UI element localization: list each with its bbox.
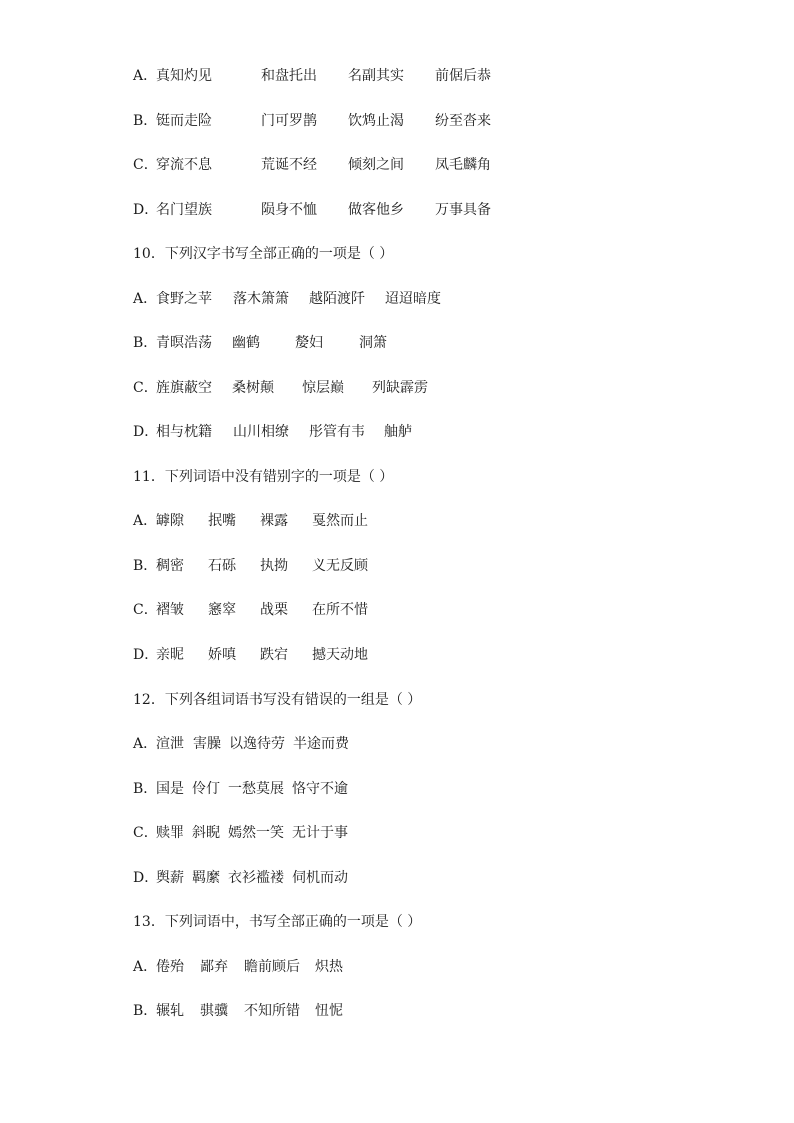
option-term: 万事具备 (435, 202, 491, 218)
option-line (133, 734, 349, 754)
option-term: 迢迢暗度 (385, 291, 441, 307)
option-term: 斜睨 (192, 825, 220, 841)
option-term: 羁縻 (192, 870, 220, 886)
option-term: 相与枕籍 (156, 424, 212, 440)
option-term: 撼天动地 (312, 647, 368, 663)
option-term: 石砾 (208, 558, 236, 574)
question-stem: 10．下列汉字书写全部正确的一项是（ ） (133, 246, 394, 262)
option-term: 舆薪 (156, 870, 184, 886)
option-line (133, 378, 428, 398)
option-term: 做客他乡 (348, 202, 404, 218)
option-term: 嫠妇 (295, 335, 323, 351)
option-term: 洞箫 (359, 335, 387, 351)
option-line (133, 333, 387, 353)
option-term: 山川相缭 (233, 424, 289, 440)
option-label: D． (133, 424, 159, 440)
option-line (133, 779, 348, 799)
option-term: 亲昵 (156, 647, 184, 663)
option-term: 一愁莫展 (228, 781, 284, 797)
option-term: 窸窣 (208, 602, 236, 618)
option-label: A． (133, 513, 158, 529)
question-stem: 13．下列词语中，书写全部正确的一项是（ ） (133, 914, 422, 930)
option-term: 名副其实 (348, 68, 404, 84)
option-line (133, 66, 491, 86)
option-line (133, 868, 348, 888)
option-term: 倾刻之间 (348, 157, 404, 173)
option-term: 忸怩 (315, 1003, 343, 1019)
option-line (133, 289, 441, 309)
option-term: 执拗 (260, 558, 288, 574)
question-stem: 12．下列各组词语书写没有错误的一组是（ ） (133, 692, 422, 708)
option-term: 幽鹤 (232, 335, 260, 351)
option-term: 倦殆 (156, 959, 184, 975)
option-term: 义无反顾 (312, 558, 368, 574)
option-label: A． (133, 68, 158, 84)
option-term: 不知所错 (244, 1003, 300, 1019)
question-stem: 11．下列词语中没有错别字的一项是（ ） (133, 469, 394, 485)
option-line (133, 511, 368, 531)
option-term: 桑树颠 (232, 380, 274, 396)
option-label: B． (133, 335, 158, 351)
option-label: A． (133, 291, 158, 307)
option-label: C． (133, 380, 158, 396)
option-line (133, 200, 491, 220)
option-label: D． (133, 870, 159, 886)
option-term: 陨身不恤 (261, 202, 317, 218)
option-term: 裸露 (260, 513, 288, 529)
option-term: 饮鸩止渴 (348, 113, 404, 129)
option-term: 恪守不逾 (292, 781, 348, 797)
option-term: 骐骥 (200, 1003, 228, 1019)
option-term: 门可罗鹊 (261, 113, 317, 129)
option-term: 鄙弃 (200, 959, 228, 975)
option-term: 列缺霹雳 (372, 380, 428, 396)
option-term: 名门望族 (156, 202, 212, 218)
option-term: 抿嘴 (208, 513, 236, 529)
option-term: 战栗 (260, 602, 288, 618)
option-term: 以逸待劳 (229, 736, 285, 752)
option-term: 越陌渡阡 (309, 291, 365, 307)
option-term: 赎罪 (156, 825, 184, 841)
option-line (133, 823, 348, 843)
option-line (133, 155, 491, 175)
option-label: B． (133, 113, 158, 129)
option-label: D． (133, 647, 159, 663)
option-term: 舳舻 (384, 424, 412, 440)
option-term: 穿流不息 (156, 157, 212, 173)
option-line (133, 556, 368, 576)
option-line (133, 422, 412, 442)
option-label: D． (133, 202, 159, 218)
option-term: 铤而走险 (156, 113, 212, 129)
option-label: B． (133, 558, 158, 574)
option-label: C． (133, 825, 158, 841)
option-term: 落木箫箫 (233, 291, 289, 307)
option-term: 衣衫褴褛 (228, 870, 284, 886)
option-term: 跌宕 (260, 647, 288, 663)
option-term: 真知灼见 (156, 68, 212, 84)
option-term: 和盘托出 (261, 68, 317, 84)
option-line (133, 600, 368, 620)
option-label: C． (133, 157, 158, 173)
option-label: A． (133, 736, 158, 752)
option-label: A． (133, 959, 158, 975)
option-term: 彤管有韦 (309, 424, 365, 440)
option-term: 稠密 (156, 558, 184, 574)
option-line (133, 1001, 343, 1021)
option-term: 在所不惜 (312, 602, 368, 618)
option-term: 瞻前顾后 (244, 959, 300, 975)
option-line (133, 957, 343, 977)
option-term: 炽热 (315, 959, 343, 975)
option-term: 娇嗔 (208, 647, 236, 663)
option-term: 前倨后恭 (435, 68, 491, 84)
option-term: 戛然而止 (312, 513, 368, 529)
option-term: 旌旗蔽空 (156, 380, 212, 396)
option-term: 褶皱 (156, 602, 184, 618)
option-term: 辗轧 (156, 1003, 184, 1019)
option-term: 纷至沓来 (435, 113, 491, 129)
option-term: 伶仃 (192, 781, 220, 797)
option-term: 害臊 (193, 736, 221, 752)
option-term: 渲泄 (156, 736, 184, 752)
option-term: 惊层巅 (302, 380, 344, 396)
option-line (133, 111, 491, 131)
option-term: 无计于事 (292, 825, 348, 841)
option-term: 食野之苹 (156, 291, 212, 307)
option-line (133, 645, 368, 665)
option-term: 国是 (156, 781, 184, 797)
option-term: 嫣然一笑 (228, 825, 284, 841)
option-label: C． (133, 602, 158, 618)
option-term: 荒诞不经 (261, 157, 317, 173)
option-label: B． (133, 781, 158, 797)
option-label: B． (133, 1003, 158, 1019)
option-term: 伺机而动 (292, 870, 348, 886)
option-term: 罅隙 (156, 513, 184, 529)
option-term: 青暝浩荡 (156, 335, 212, 351)
option-term: 凤毛麟角 (435, 157, 491, 173)
option-term: 半途而费 (293, 736, 349, 752)
